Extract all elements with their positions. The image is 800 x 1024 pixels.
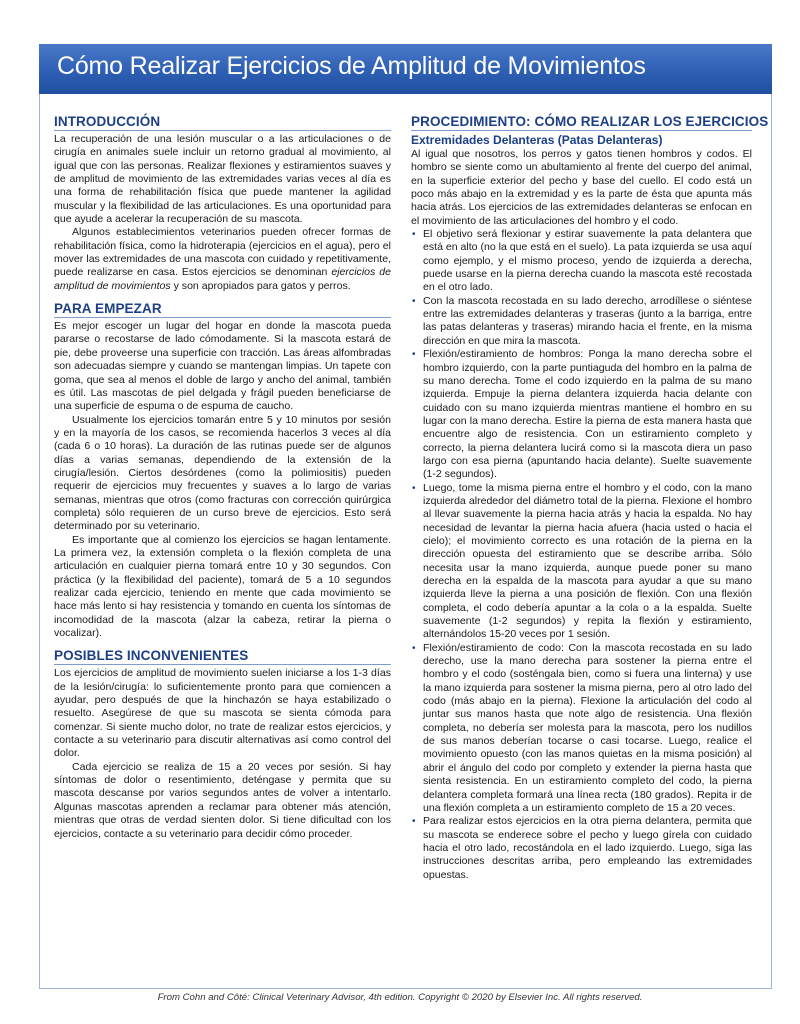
left-column — [54, 114, 391, 841]
possible-issues-heading: POSIBLES INCONVENIENTES — [54, 648, 391, 665]
page-title: Cómo Realizar Ejercicios de Amplitud de Movimientos — [57, 52, 646, 80]
procedure-heading: PROCEDIMIENTO: CÓMO REALIZAR LOS EJERCICIOS — [411, 114, 769, 129]
getting-started-paragraph-1: Es mejor escoger un lugar del hogar en donde la mascota pueda pararse o recostarse de lado cómodamente. Si la mascota estará de pie, debe proveerse una superficie con tracción. Las áreas alfombradas son adecuadas siempre y cuando se mantengan limpias. Un tapete con goma, que sea al menos el doble de largo y ancho del animal, también es útil. Las mascotas de piel delgada y frágil pueden beneficiarse de una superficie de espuma o de espuma de caucho. — [54, 320, 391, 413]
title-banner — [39, 44, 772, 94]
bullet-icon: • — [412, 295, 416, 307]
list-item-text: Con la mascota recostada en su lado derecho, arrodíllese o siéntese entre las extremidades delanteras y traseras (junto a la barriga, entre las patas delanteras y traseras) mirando hacia el frente, en la misma dirección en que mira la mascota. — [423, 294, 752, 347]
list-item-text: El objetivo será flexionar y estirar suavemente la pata delantera que está en alto (no la que está en el suelo). La pata izquierda se usa aquí como ejemplo, y el mismo proceso, yendo de izquierda a derecha, puede usarse en la pierna derecha cuando la mascota esté recostada en el otro lado. — [423, 228, 752, 294]
list-item — [411, 348, 752, 481]
list-item-text: Flexión/estiramiento de hombros: Ponga la mano derecha sobre el hombro izquierdo, con la parte puntiaguda del hombro en la palma de su mano derecha. Tome el codo izquierdo en la palma de su mano izquierda. Empuje la pierna delantera izquierda hacia delante con cuidado con su mano izquierda mientras mantiene el hombro en su lugar con la mano derecha. Estire la pierna de esta manera hasta que encuentre algo de resistencia. Con un estiramiento completo y correcto, la pierna delantera lucirá como si la mascota diera un paso largo con esa pierna (apuntando hacia delante). Suelte suavemente (1-2 segundos). — [423, 348, 752, 481]
forelimbs-subheading: Extremidades Delanteras (Patas Delanteras) — [411, 133, 663, 147]
bullet-icon: • — [412, 349, 416, 361]
list-item — [411, 815, 752, 882]
bullet-icon: • — [412, 816, 416, 828]
possible-issues-paragraph-2: Cada ejercicio se realiza de 15 a 20 veces por sesión. Si hay síntomas de dolor o resentimiento, deténgase y permita que su mascota descanse por varios segundos antes de volver a intentarlo. Algunas mascotas aprenden a reclamar para obtener más atención, mientras que otras de verdad sienten dolor. Si tiene dificultad con los ejercicios, contacte a su veterinario para decidir cómo proceder. — [54, 760, 391, 840]
procedure-step-list — [411, 228, 752, 882]
getting-started-paragraph-3: Es importante que al comienzo los ejercicios se hagan lentamente. La primera vez, la extensión completa o la flexión completa de una articulación en cualquier pierna tomará entre 10 y 30 segundos. Con práctica (y la flexibilidad del paciente), tomará de 5 a 10 segundos realizar cada ejercicio, teniendo en mente que cada movimiento se hace más lento si hay resistencia y tomando en cuenta los síntomas de incomodidad de la mascota (alzar la cabeza, retirar la pierna o vocalizar). — [54, 533, 391, 640]
introduction-paragraph-2-end: y son apropiados para gatos y perros. — [170, 279, 351, 292]
procedure-section — [411, 114, 769, 882]
list-item — [411, 295, 752, 348]
possible-issues-paragraph-1: Los ejercicios de amplitud de movimiento suelen iniciarse a los 1-3 días de la lesión/cirugía: lo suficientemente pronto para que comiencen a ayudar, pero después de que la hinchazón se haya estabilizado o resuelto. Asegúrese de que su mascota se sienta cómoda para comenzar. Si siente mucho dolor, no trate de realizar estos ejercicios, y contacte a su veterinario para discutir alternativas así como control del dolor. — [54, 667, 391, 760]
list-item — [411, 642, 752, 815]
introduction-paragraph-2 — [54, 226, 391, 293]
introduction-section — [54, 114, 391, 293]
bullet-icon: • — [412, 642, 416, 654]
bullet-icon: • — [412, 229, 416, 241]
getting-started-paragraph-2: Usualmente los ejercicios tomarán entre 5 y 10 minutos por sesión y en la mayoría de los casos, se recomienda hacerlos 3 veces al día (cada 6 o 10 horas). La duración de las rutinas puede ser de algunos días a varias semanas, dependiendo de la extensión de la cirugía/lesión. Ciertos desórdenes (como la polimiositis) pueden requerir de ejercicios muy frecuentes y suaves a lo largo de varias semanas, mientras que otros (como fracturas con corrección quirúrgica completa) sólo requieren de un curso breve de ejercicios. Esto será determinado por su veterinario. — [54, 413, 391, 533]
possible-issues-section — [54, 648, 391, 840]
list-item-text: Luego, tome la misma pierna entre el hombro y el codo, con la mano izquierda alrededor del diámetro total de la pierna. Flexione el hombro al llevar suavemente la pierna hacia atrás y hacia la espalda. No hay necesidad de levantar la pierna hacia afuera (hacia usted o hacia el cielo); el movimiento correcto es una rotación de la pierna en la dirección opuesta del estiramiento que se describe arriba. Sólo necesita usar la mano izquierda, aunque puede poner su mano derecha en la espalda de la mascota para ayudar a que su mano izquierda lleve la pierna a una posición de flexión. Con una flexión completa, el codo debería apuntar a la cola o a la espalda. Suelte suavemente (1-2 segundos) y repita la flexión y estiramiento, alternándolos 15-20 veces por 1 sesión. — [423, 481, 752, 641]
introduction-paragraph-2-italic: ejercicios de amplitud de movimientos — [54, 266, 391, 292]
list-item-text: Para realizar estos ejercicios en la otra pierna delantera, permita que su mascota se enderece sobre el pecho y luego gírela con cuidado hacia el otro lado, recostándola en el lado izquierdo. Luego, siga las instrucciones descritas arriba, pero empleando las extremidades opuestas. — [423, 815, 752, 881]
introduction-paragraph-1: La recuperación de una lesión muscular o a las articulaciones o de cirugía en animales suele incluir un retorno gradual al movimiento, al igual que con las personas. Realizar flexiones y estiramientos suaves y de amplitud de movimiento de las extremidades varias veces al día es una forma de rehabilitación física que puede mantener la agilidad muscular y la flexibilidad de las articulaciones. Es una oportunidad para que ayude a acelerar la recuperación de su mascota. — [54, 133, 391, 226]
forelimbs-intro-paragraph: Al igual que nosotros, los perros y gatos tienen hombros y codos. El hombro se siente como un abultamiento al frente del cuerpo del animal, en la superficie exterior del pecho y base del cuello. El codo está un poco más abajo en la extremidad y es la parte de ésta que apunta más hacia atrás. Los ejercicios de las extremidades delanteras se enfocan en el movimiento de las articulaciones del hombro y el codo. — [411, 148, 752, 227]
list-item — [411, 228, 752, 295]
right-column — [411, 114, 769, 882]
bullet-icon: • — [412, 482, 416, 494]
introduction-heading: INTRODUCCIÓN — [54, 114, 391, 131]
getting-started-heading: PARA EMPEZAR — [54, 301, 391, 318]
getting-started-section — [54, 301, 391, 640]
copyright-footer: From Cohn and Côté: Clinical Veterinary Advisor, 4th edition. Copyright © 2020 by Elsevier Inc. All rights reserved. — [157, 992, 643, 1003]
introduction-paragraph-2-start: Algunos establecimientos veterinarios pueden ofrecer formas de rehabilitación física, como la hidroterapia (ejercicios en el agua), pero el mover las extremidades de una mascota con cuidado y repetitivamente, puede realizarse en casa. Estos ejercicios se denominan — [54, 226, 391, 279]
list-item — [411, 482, 752, 642]
list-item-text: Flexión/estiramiento de codo: Con la mascota recostada en su lado derecho, use la mano derecha para sostener la pierna entre el hombro y el codo (sosténgala bien, como si fuera una linterna) y use la mano izquierda para sostener la misma pierna, pero al otro lado del codo (más abajo en la pierna). Flexione la articulación del codo al juntar sus manos hasta que note algo de resistencia. Una flexión completa, no debería ser molesta para la mascota, pero los nudillos de sus manos deberían tocarse o casi tocarse. Luego, realice el movimiento opuesto (con las manos quietas en la misma posición) al abrir el ángulo del codo por completo y extender la pierna hasta que sienta resistencia. En un estiramiento completo del codo, la pierna delantera completa formará una línea recta (180 grados). Repita ir de una flexión completa a un estiramiento completo de 15 a 20 veces. — [423, 641, 752, 814]
